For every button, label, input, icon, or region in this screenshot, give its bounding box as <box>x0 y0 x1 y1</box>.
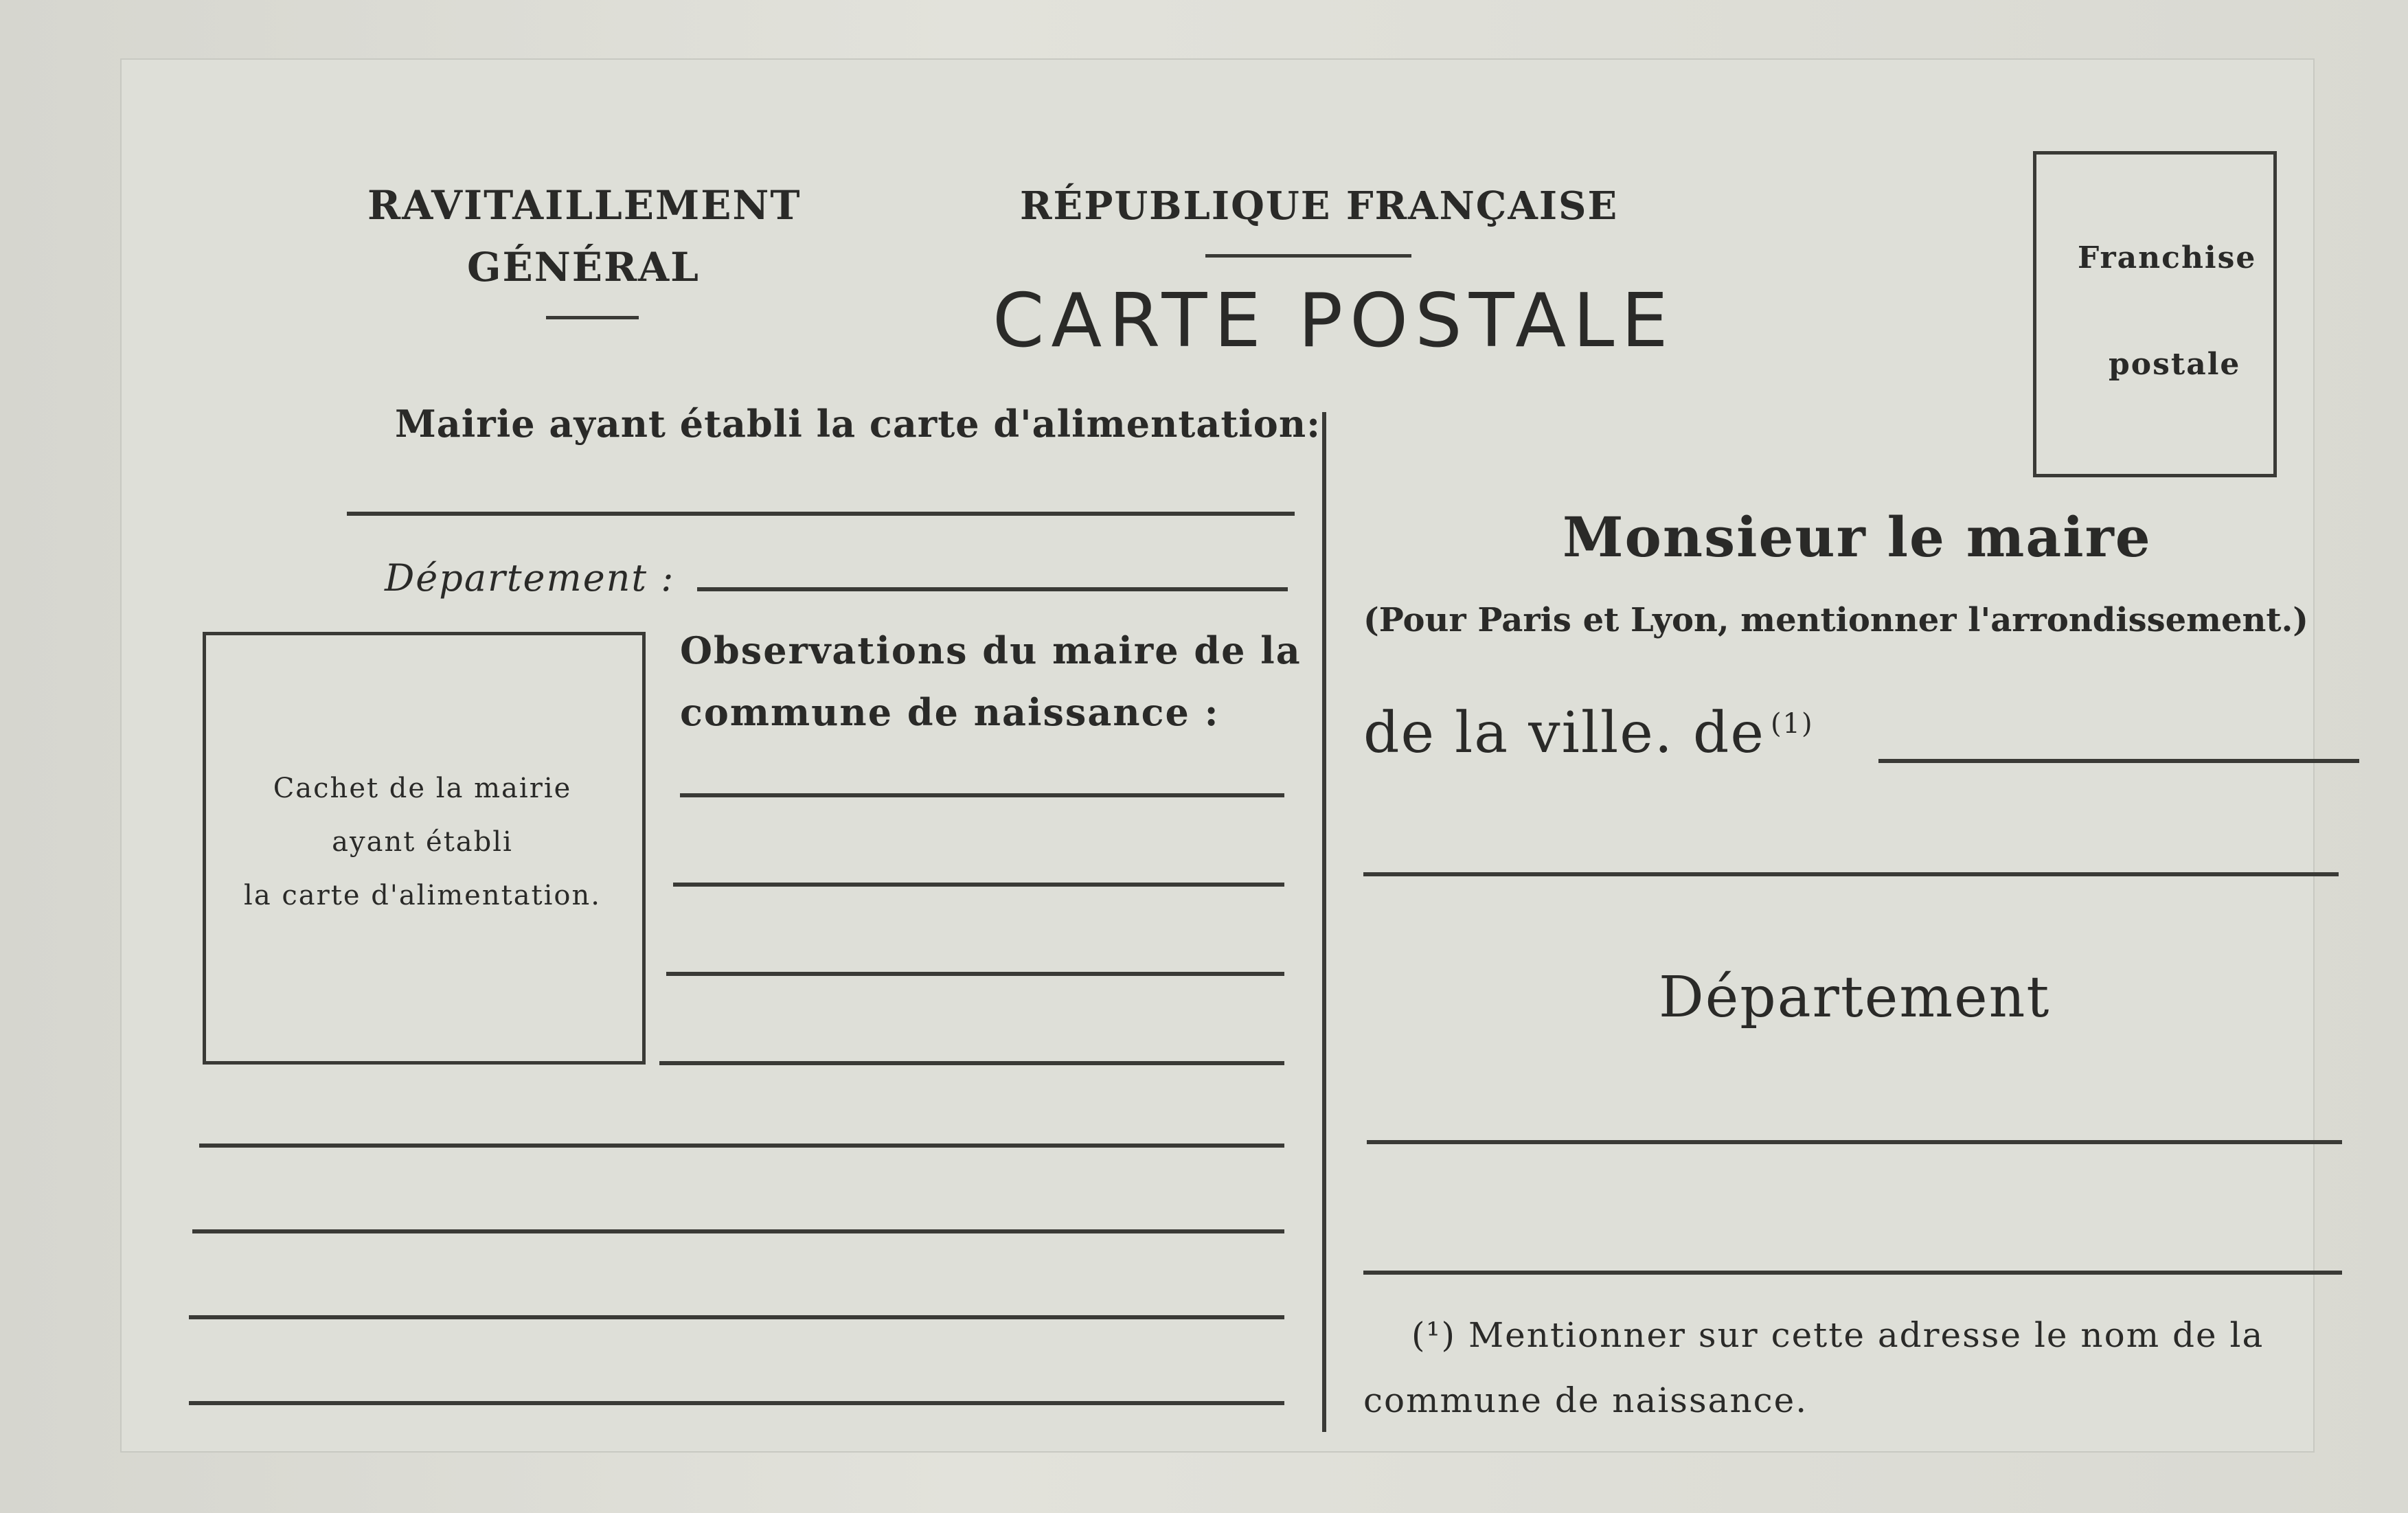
left-long-line-2 <box>192 1229 1284 1233</box>
paris-lyon-note: (Pour Paris et Lyon, mentionner l'arrondissement.) <box>1363 601 2308 639</box>
header-republique: RÉPUBLIQUE FRANÇAISE <box>1020 183 1619 229</box>
page-title: CARTE POSTALE <box>992 278 1675 364</box>
ville-footnote-mark: (1) <box>1770 707 1814 740</box>
mairie-label: Mairie ayant établi la carte d'alimentation: <box>395 402 1321 446</box>
center-divider <box>1322 412 1326 1432</box>
departement-heading: Département <box>1659 965 2051 1030</box>
header-republic-rule <box>1205 254 1411 258</box>
left-long-line-3 <box>189 1315 1284 1319</box>
cachet-line2: ayant établi <box>332 826 513 858</box>
footnote-line1: (¹) Mentionner sur cette adresse le nom de la <box>1411 1315 2264 1355</box>
header-left-rule <box>546 316 639 319</box>
observations-line-d <box>659 1061 1284 1065</box>
header-ravitaillement: RAVITAILLEMENT <box>367 182 802 229</box>
ville-label <box>1363 701 1814 766</box>
postcard <box>120 58 2315 1453</box>
address-line-4 <box>1363 1271 2342 1275</box>
addressee: Monsieur le maire <box>1563 505 2152 569</box>
observations-line1: Observations du maire de la <box>680 628 1302 672</box>
left-long-line-4 <box>189 1401 1284 1405</box>
stamp-box <box>2033 151 2277 477</box>
header-general: GÉNÉRAL <box>467 244 700 291</box>
ville-line <box>1878 759 2359 763</box>
footnote-line2: commune de naissance. <box>1363 1380 1808 1420</box>
stamp-franchise: Franchise <box>2078 240 2257 275</box>
ville-label-text: de la ville. de <box>1363 701 1765 766</box>
departement-line-left <box>697 587 1288 591</box>
observations-line-a <box>680 793 1284 797</box>
stamp-postale: postale <box>2109 347 2241 382</box>
departement-label-left: Département : <box>385 556 675 600</box>
mairie-line <box>347 512 1295 516</box>
observations-line-c <box>666 972 1284 976</box>
left-long-line-1 <box>199 1144 1284 1148</box>
departement-line-right <box>1367 1140 2342 1144</box>
cachet-line3: la carte d'alimentation. <box>244 880 601 911</box>
cachet-line1: Cachet de la mairie <box>273 773 572 804</box>
address-line-2 <box>1363 872 2339 876</box>
observations-line2: commune de naissance : <box>680 690 1220 734</box>
observations-line-b <box>673 883 1284 887</box>
